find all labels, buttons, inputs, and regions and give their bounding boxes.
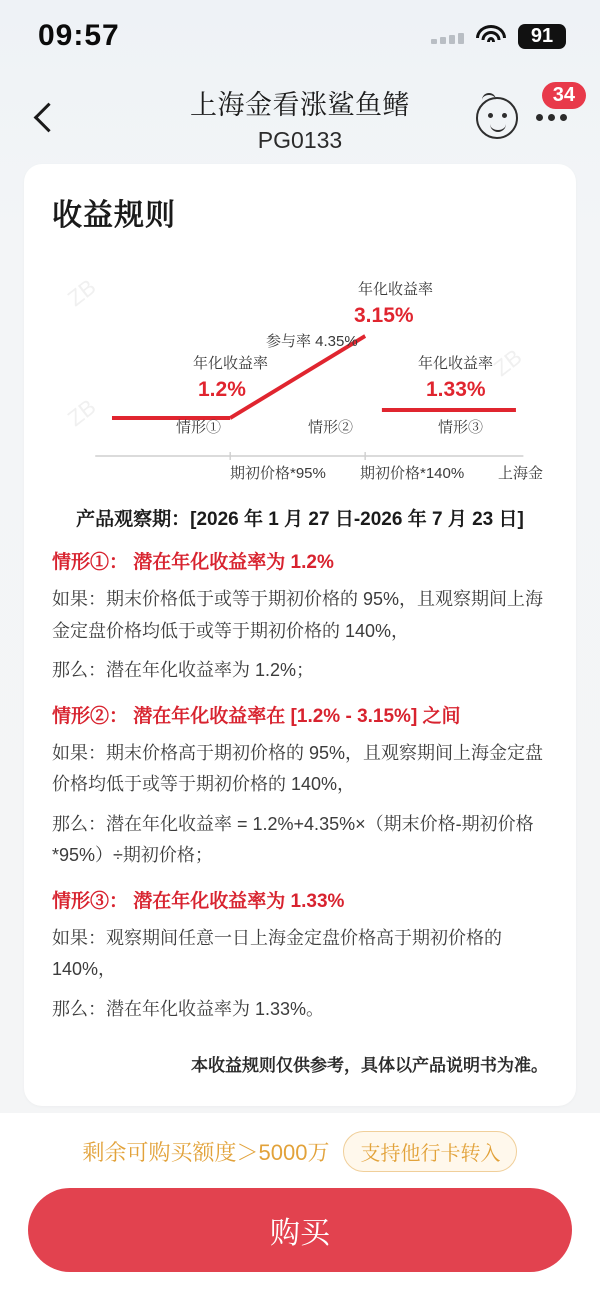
product-code: PG0133 — [257, 126, 343, 153]
chart-value-2: 3.15% — [354, 304, 414, 327]
chart-case-3: 情形③ — [438, 419, 484, 436]
chart-value-1: 1.2% — [198, 378, 246, 401]
buy-button[interactable]: 购买 — [28, 1188, 572, 1272]
rule-footnote: 本收益规则仅供参考，具体以产品说明书为准。 — [191, 1056, 548, 1075]
status-bar — [0, 0, 600, 72]
quota-row — [28, 1131, 572, 1172]
chart-axis-3: 上海金 — [498, 465, 544, 482]
battery-indicator: 91 — [518, 24, 566, 49]
chart-label-rate-3: 年化收益率 — [418, 355, 494, 372]
chart-value-3: 1.33% — [426, 378, 486, 401]
notification-badge: 34 — [542, 82, 586, 109]
watermark: ZB — [488, 344, 527, 382]
watermark: ZB — [62, 394, 101, 432]
page-title: 上海金看涨鲨鱼鳍 — [190, 89, 410, 120]
bottom-bar — [0, 1113, 600, 1306]
chart-case-1: 情形① — [176, 419, 222, 436]
chart-participation-rate: 参与率 4.35% — [266, 333, 358, 350]
wifi-icon — [476, 25, 506, 47]
chart-label-rate-2: 年化收益率 — [358, 281, 434, 298]
observation-period: 产品观察期：[2026 年 1 月 27 日-2026 年 7 月 23 日] — [76, 509, 524, 530]
nav-titles — [190, 83, 410, 154]
rule-line: 如果：观察期间任意一日上海金定盘价格高于期初价格的 140%， — [52, 927, 502, 979]
quota-tag: 支持他行卡转入 — [343, 1131, 517, 1172]
rule-section-3 — [52, 886, 548, 1026]
rule-head-2: 情形②： 潜在年化收益率在 [1.2% - 3.15%] 之间 — [52, 705, 461, 727]
income-rule-card — [24, 164, 576, 1106]
watermark: ZB — [62, 274, 101, 312]
quota-text: 剩余可购买额度＞5000万 — [82, 1140, 330, 1165]
nav-bar — [0, 72, 600, 164]
rule-head-1: 情形①： 潜在年化收益率为 1.2% — [52, 552, 334, 573]
rule-line: 如果：期末价格低于或等于期初价格的 95%，且观察期间上海金定盘价格均低于或等于期初价格的 140%， — [52, 589, 544, 641]
chart-axis-2: 期初价格*140% — [360, 465, 465, 482]
rule-section-2 — [52, 701, 548, 872]
payoff-chart-svg — [58, 260, 542, 490]
rule-line: 那么：潜在年化收益率 = 1.2%+4.35%×（期末价格-期初价格*95%）÷期初价格； — [52, 813, 534, 865]
status-time: 09:57 — [38, 19, 120, 52]
more-dots-icon[interactable] — [532, 84, 576, 140]
chart-axis-1: 期初价格*95% — [230, 465, 326, 482]
nav-actions — [476, 84, 576, 140]
rule-line: 那么：潜在年化收益率为 1.33%。 — [52, 998, 325, 1019]
chart-label-rate-1: 年化收益率 — [193, 355, 269, 372]
rule-line: 那么：潜在年化收益率为 1.2%； — [52, 660, 315, 680]
back-chevron-icon[interactable] — [28, 101, 62, 135]
chart-case-2: 情形② — [308, 419, 354, 436]
rule-head-3: 情形③： 潜在年化收益率为 1.33% — [52, 890, 345, 912]
smiley-face-icon[interactable] — [476, 97, 518, 139]
rule-section-1 — [52, 547, 548, 687]
signal-dots-icon — [431, 28, 464, 44]
status-indicators — [431, 24, 566, 49]
rule-line: 如果：期末价格高于期初价格的 95%，且观察期间上海金定盘价格均低于或等于期初价格的 140%， — [52, 742, 544, 794]
payoff-chart — [58, 260, 542, 490]
income-rule-title: 收益规则 — [52, 199, 176, 232]
